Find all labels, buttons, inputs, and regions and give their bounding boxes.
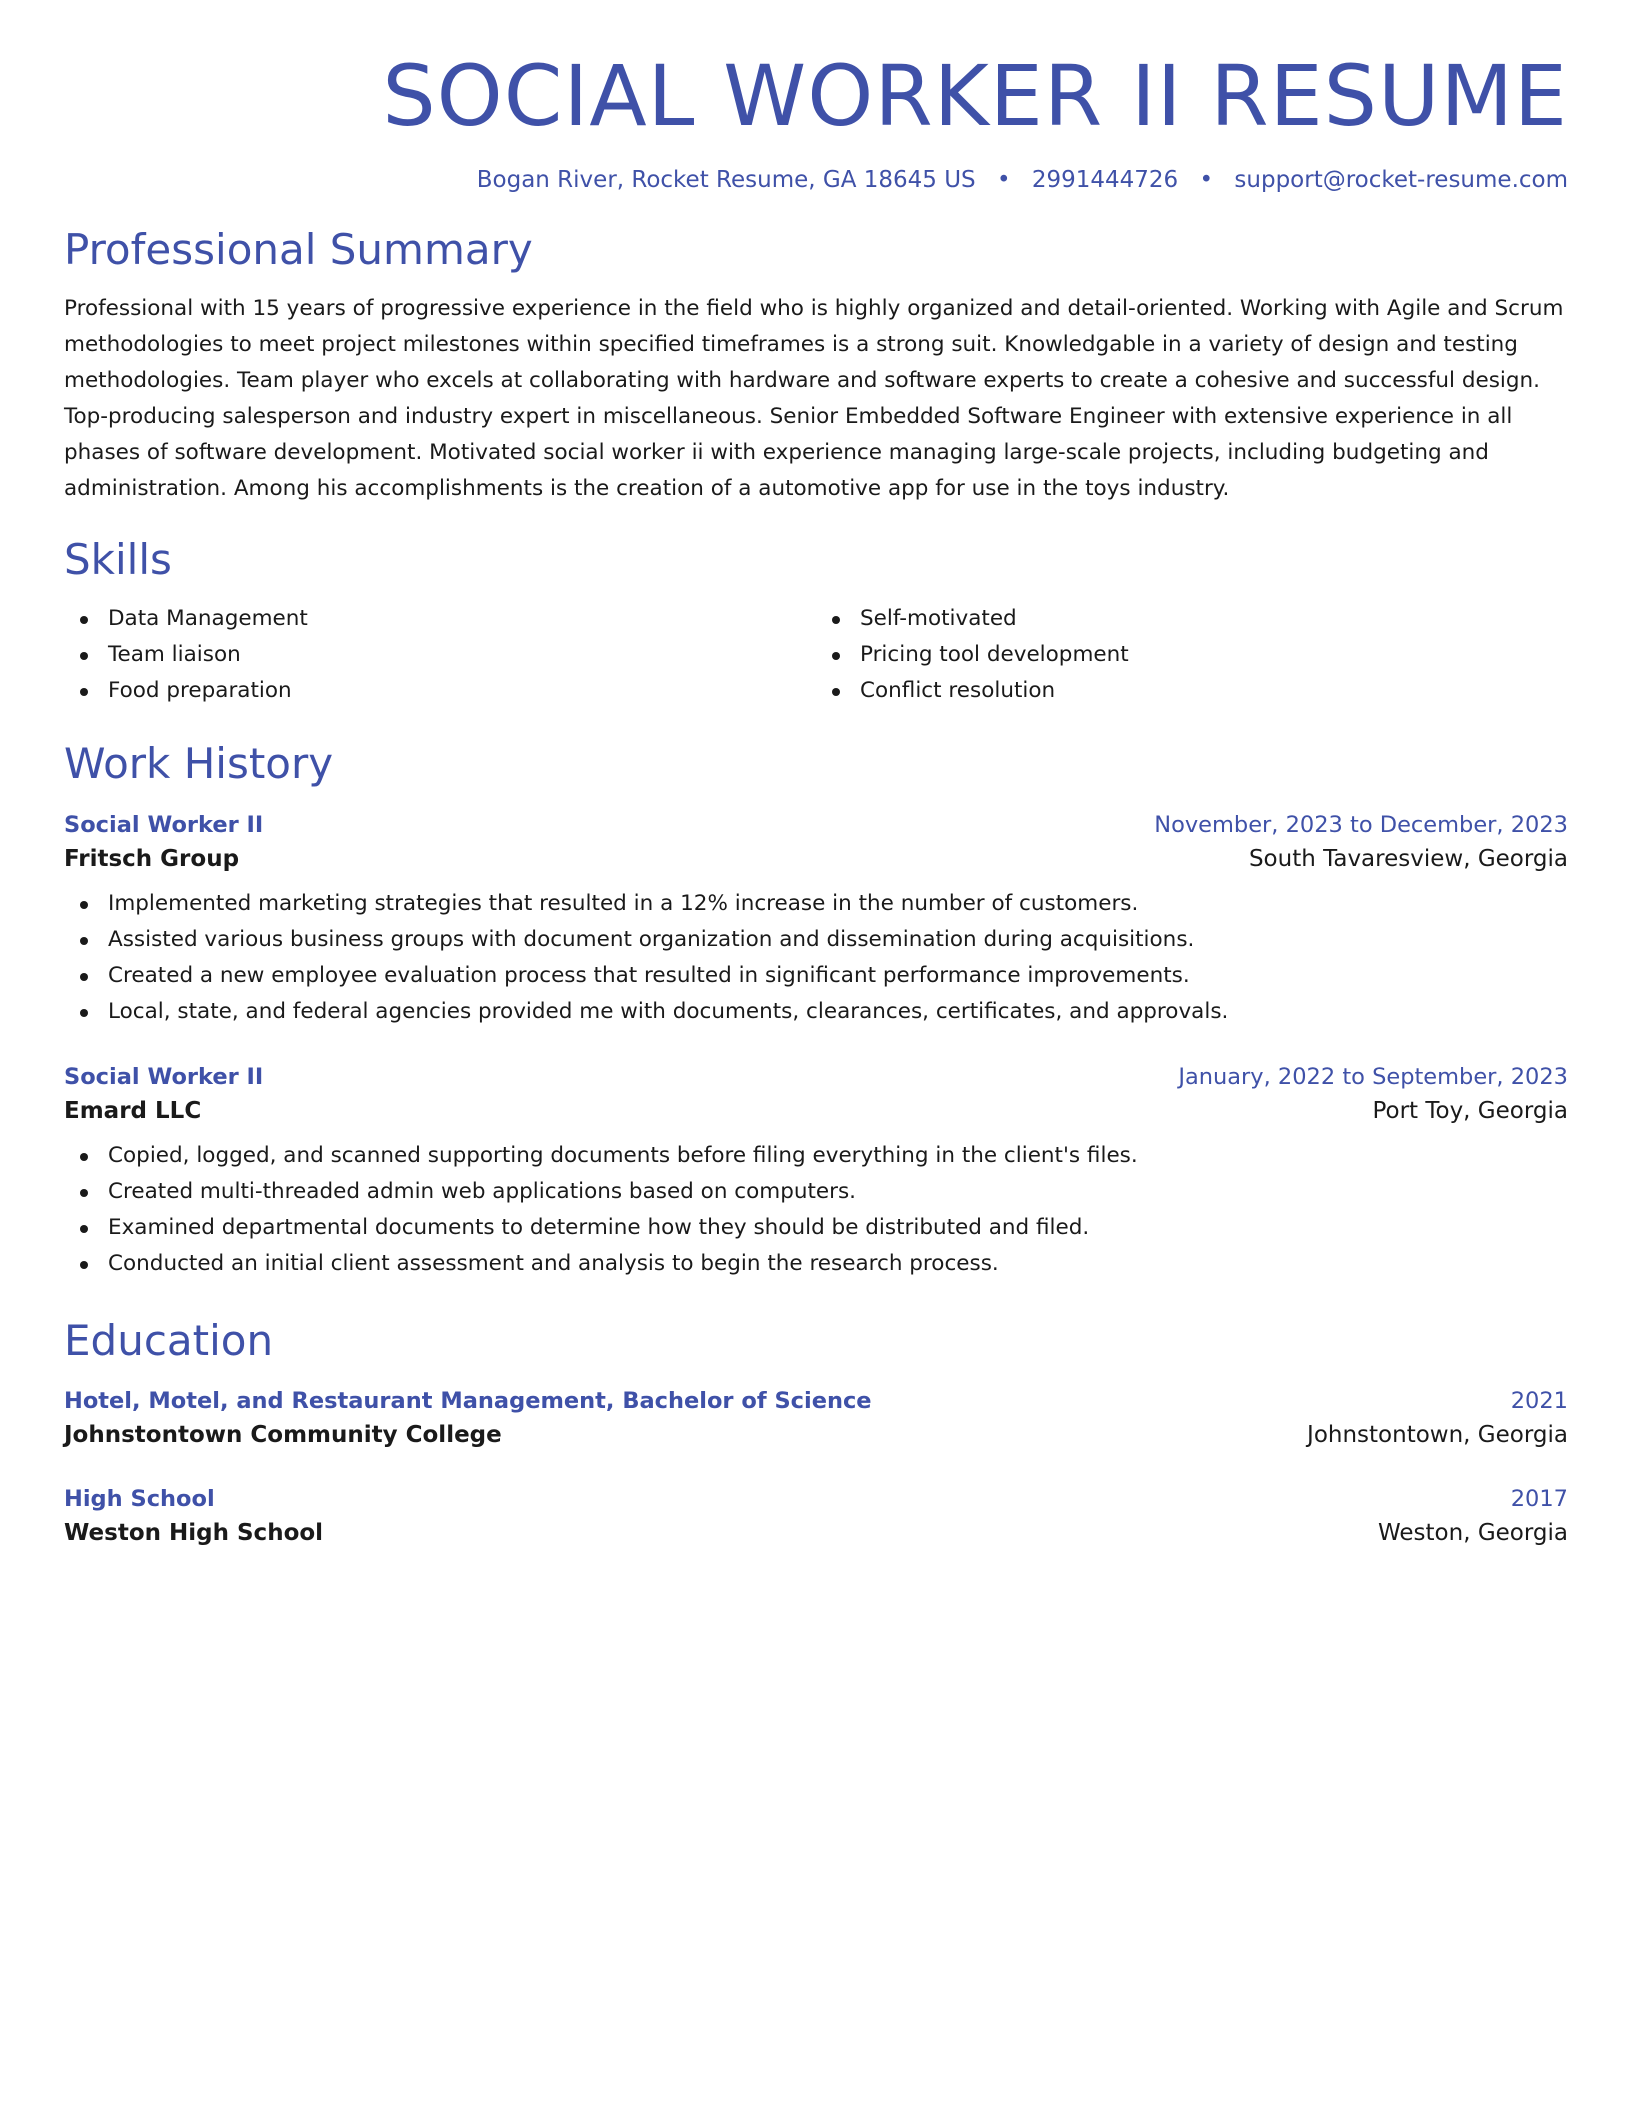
education-header-row xyxy=(64,1486,1568,1512)
job-bullet: Created multi-threaded admin web applications based on computers. xyxy=(64,1174,1568,1210)
job-bullet: Created a new employee evaluation process that resulted in significant performance improvements. xyxy=(64,958,1568,994)
job-location: South Tavaresview, Georgia xyxy=(1248,845,1568,872)
resume-title: SOCIAL WORKER II RESUME xyxy=(382,47,1568,145)
skill-item: Pricing tool development xyxy=(816,637,1568,673)
skill-item: Food preparation xyxy=(64,673,816,709)
education-header-row xyxy=(64,1388,1568,1414)
job-bullet: Copied, logged, and scanned supporting documents before filing everything in the client's files. xyxy=(64,1138,1568,1174)
job-entry xyxy=(64,812,1568,1030)
education-entry xyxy=(64,1486,1568,1546)
contact-address: Bogan River, Rocket Resume, GA 18645 US xyxy=(476,166,976,193)
education-entry xyxy=(64,1388,1568,1448)
job-bullet: Examined departmental documents to determine how they should be distributed and filed. xyxy=(64,1210,1568,1246)
job-company-row xyxy=(64,1098,1568,1124)
contact-separator: • xyxy=(996,166,1011,193)
skills-column-right xyxy=(816,601,1568,709)
summary-heading: Professional Summary xyxy=(64,224,533,274)
education-year: 2021 xyxy=(1510,1388,1568,1415)
job-bullet: Local, state, and federal agencies provided me with documents, clearances, certificates, and approvals. xyxy=(64,994,1568,1030)
education-heading: Education xyxy=(64,1315,274,1365)
job-dates: November, 2023 to December, 2023 xyxy=(1154,811,1568,838)
skills-column-left xyxy=(64,601,816,709)
education-school-row xyxy=(64,1422,1568,1448)
contact-email: support@rocket-resume.com xyxy=(1234,166,1568,193)
job-location: Port Toy, Georgia xyxy=(1372,1097,1568,1124)
summary-paragraph: Professional with 15 years of progressive experience in the field who is highly organized and detail-oriented. Working with Agile and Scrum methodologies to meet project milestones within specified timeframes is a strong suit. Knowledgable in a variety of design and testing methodologies. Team player who excels at collaborating with hardware and software experts to create a cohesive and successful design. Top-producing salesperson and industry expert in miscellaneous. Senior Embedded Software Engineer with extensive experience in all phases of software development. Motivated social worker ii with experience managing large-scale projects, including budgeting and administration. Among his accomplishments is the creation of a automotive app for use in the toys industry. xyxy=(64,295,1564,501)
job-bullet: Implemented marketing strategies that resulted in a 12% increase in the number of customers. xyxy=(64,886,1568,922)
job-title: Social Worker II xyxy=(64,811,264,838)
education-degree: Hotel, Motel, and Restaurant Management, Bachelor of Science xyxy=(64,1388,872,1415)
education-degree: High School xyxy=(64,1486,215,1513)
education-school-row xyxy=(64,1520,1568,1546)
skill-item: Self-motivated xyxy=(816,601,1568,637)
skills-grid xyxy=(64,601,1568,709)
skill-item: Conflict resolution xyxy=(816,673,1568,709)
work-history-heading: Work History xyxy=(64,739,334,789)
education-school: Weston High School xyxy=(64,1520,324,1547)
skill-item: Team liaison xyxy=(64,637,816,673)
job-bullets xyxy=(64,1138,1568,1282)
work-history xyxy=(64,812,1568,1282)
job-header-row xyxy=(64,1064,1568,1090)
education-location: Johnstontown, Georgia xyxy=(1307,1422,1568,1449)
skills-heading: Skills xyxy=(64,534,172,584)
education-year: 2017 xyxy=(1510,1486,1568,1513)
job-header-row xyxy=(64,812,1568,838)
education-location: Weston, Georgia xyxy=(1378,1520,1568,1547)
job-bullets xyxy=(64,886,1568,1030)
education xyxy=(64,1388,1568,1546)
job-company-row xyxy=(64,846,1568,872)
job-company: Emard LLC xyxy=(64,1097,202,1124)
job-company: Fritsch Group xyxy=(64,845,240,872)
contact-separator: • xyxy=(1199,166,1214,193)
job-title: Social Worker II xyxy=(64,1063,264,1090)
job-bullet: Conducted an initial client assessment and analysis to begin the research process. xyxy=(64,1246,1568,1282)
education-school: Johnstontown Community College xyxy=(64,1422,502,1449)
contact-line xyxy=(64,167,1568,193)
skill-item: Data Management xyxy=(64,601,816,637)
job-dates: January, 2022 to September, 2023 xyxy=(1178,1063,1568,1090)
job-entry xyxy=(64,1064,1568,1282)
contact-phone: 2991444726 xyxy=(1031,166,1179,193)
job-bullet: Assisted various business groups with document organization and dissemination during acquisitions. xyxy=(64,922,1568,958)
